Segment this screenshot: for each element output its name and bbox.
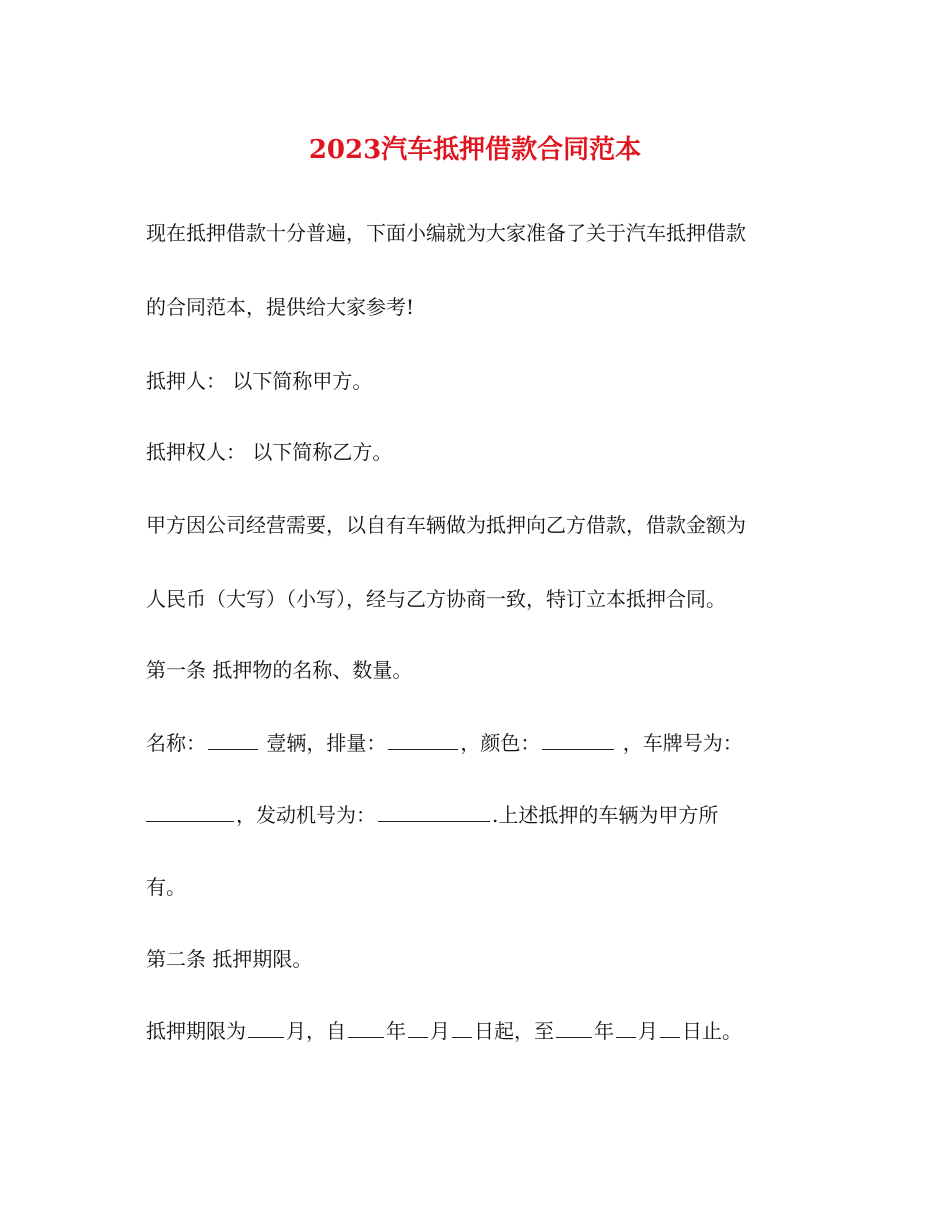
plate-blank <box>146 801 234 822</box>
name-blank <box>208 729 258 750</box>
owner-text: .上述抵押的车辆为甲方所 <box>492 803 719 827</box>
start-month-text: 月 <box>430 1019 450 1043</box>
mortgagor-line: 抵押人： 以下简称甲方。 <box>146 369 373 393</box>
start-month-blank <box>408 1017 428 1038</box>
term-prefix: 抵押期限为 <box>146 1019 246 1043</box>
document-title: 2023汽车抵押借款合同范本 <box>308 135 642 165</box>
name-label: 名称： <box>146 731 206 755</box>
end-day-text: 日止。 <box>682 1019 742 1043</box>
start-year-text: 年 <box>386 1019 406 1043</box>
color-label: ，颜色： <box>460 731 541 755</box>
mortgagee-line: 抵押权人： 以下简称乙方。 <box>146 440 393 464</box>
count-text: 壹辆，排量： <box>266 731 387 755</box>
article-1-heading: 第一条 抵押物的名称、数量。 <box>146 658 413 682</box>
engine-label: ，发动机号为： <box>236 803 376 827</box>
end-year-text: 年 <box>594 1019 614 1043</box>
intro-line-1: 现在抵押借款十分普遍，下面小编就为大家准备了关于汽车抵押借款 <box>146 221 746 245</box>
end-year-blank <box>556 1017 592 1038</box>
term-months-blank <box>248 1017 284 1038</box>
start-year-blank <box>348 1017 384 1038</box>
start-day-text: 日起，至 <box>474 1019 554 1043</box>
displacement-blank <box>388 729 458 750</box>
end-day-blank <box>660 1017 680 1038</box>
plate-label: ，车牌号为： <box>622 731 743 755</box>
vehicle-info-line-2 <box>146 800 826 830</box>
loan-purpose-line-2: 人民币（大写）（小写），经与乙方协商一致，特订立本抵押合同。 <box>146 587 726 611</box>
article-2-heading: 第二条 抵押期限。 <box>146 947 313 971</box>
vehicle-info-line-3: 有。 <box>146 875 186 899</box>
term-line <box>146 1016 826 1046</box>
term-month-text: 月，自 <box>286 1019 346 1043</box>
color-blank <box>542 729 614 750</box>
engine-blank <box>378 801 490 822</box>
vehicle-info-line-1 <box>146 728 826 758</box>
end-month-text: 月 <box>638 1019 658 1043</box>
end-month-blank <box>616 1017 636 1038</box>
intro-line-2: 的合同范本，提供给大家参考! <box>146 295 415 319</box>
loan-purpose-line-1: 甲方因公司经营需要，以自有车辆做为抵押向乙方借款，借款金额为 <box>146 513 746 537</box>
start-day-blank <box>452 1017 472 1038</box>
